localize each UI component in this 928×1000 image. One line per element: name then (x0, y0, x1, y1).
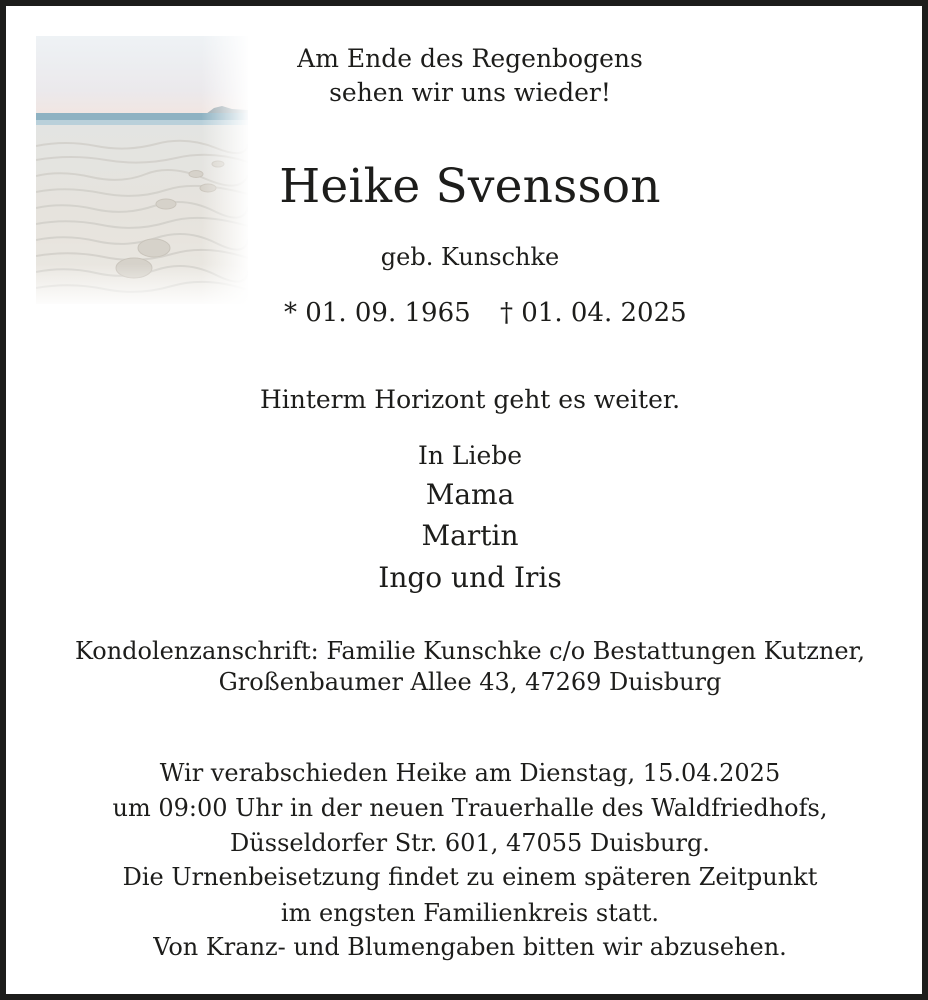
condolence-address-line-1: Kondolenzanschrift: Familie Kunschke c/o Bestattungen Kutzner, (74, 637, 866, 665)
born-name: geb. Kunschke (380, 243, 560, 271)
horizon-quote: Hinterm Horizont geht es weiter. (259, 385, 681, 414)
service-line: um 09:00 Uhr in der neuen Trauerhalle des Waldfriedhofs, (112, 794, 828, 822)
motto-line-1: Am Ende des Regenbogens (297, 44, 643, 73)
service-line: Die Urnenbeisetzung findet zu einem späteren Zeitpunkt (122, 863, 818, 891)
service-line: Von Kranz- und Blumengaben bitten wir abzusehen. (153, 933, 787, 961)
birth-date: * 01. 09. 1965 (284, 298, 471, 328)
death-date: † 01. 04. 2025 (500, 298, 687, 328)
service-line: Wir verabschieden Heike am Dienstag, 15.04.2025 (159, 759, 781, 787)
service-line: im engsten Familienkreis statt. (280, 899, 660, 927)
mourner-name: Martin (421, 519, 519, 552)
condolence-address-line-2: Großenbaumer Allee 43, 47269 Duisburg (218, 668, 722, 696)
mourner-name: Ingo und Iris (378, 561, 562, 594)
motto-line-2: sehen wir uns wieder! (329, 78, 611, 107)
in-love-intro: In Liebe (417, 441, 523, 470)
deceased-name: Heike Svensson (279, 159, 661, 214)
mourner-name: Mama (425, 478, 515, 511)
service-line: Düsseldorfer Str. 601, 47055 Duisburg. (230, 829, 710, 857)
